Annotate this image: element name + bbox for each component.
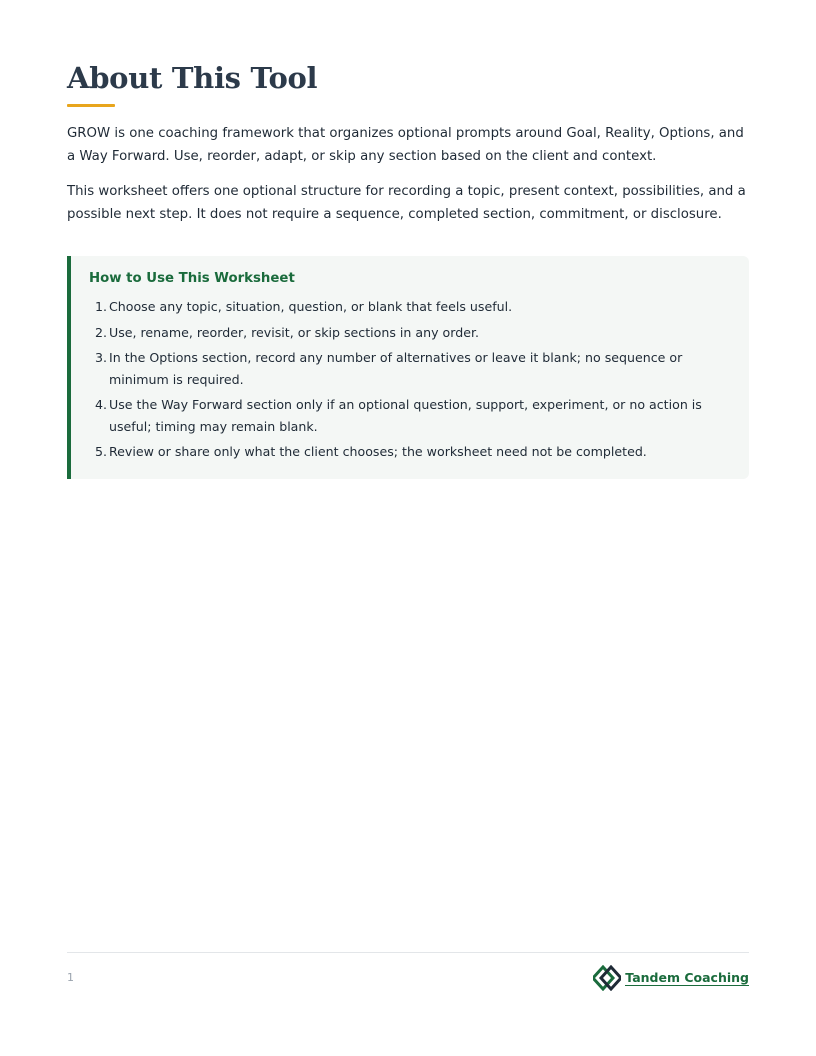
list-item: [89, 441, 731, 463]
page-title: About This Tool: [67, 61, 318, 95]
step-number: 1.: [94, 299, 107, 314]
step-text: In the Options section, record any number of alternatives or leave it blank; no sequence or minimum is required.: [109, 350, 683, 387]
step-number: 2.: [94, 324, 107, 340]
callout-heading: How to Use This Worksheet: [89, 271, 295, 286]
step-text: Use the Way Forward section only if an optional question, support, experiment, or no action is useful; timing may remain blank.: [109, 397, 702, 434]
page-number: 1: [67, 971, 74, 984]
step-number: 3.: [94, 350, 107, 365]
footer-divider: [67, 952, 749, 953]
title-underline: [67, 104, 115, 107]
list-item: [89, 394, 731, 437]
list-item: [89, 347, 731, 390]
intro-paragraph: GROW is one coaching framework that organizes optional prompts around Goal, Reality, Options, and a Way Forward. Use, reorder, adapt, or skip any section based on the client and context.: [67, 126, 744, 164]
step-text: Review or share only what the client chooses; the worksheet need not be completed.: [109, 444, 647, 459]
list-item: [89, 296, 731, 318]
step-text: Use, rename, reorder, revisit, or skip sections in any order.: [109, 324, 479, 340]
intro-paragraph: This worksheet offers one optional structure for recording a topic, present context, possibilities, and a possible next step. It does not require a sequence, completed section, commitment, or disclosure.: [67, 184, 746, 222]
step-number: 4.: [94, 397, 107, 412]
step-number: 5.: [94, 444, 107, 459]
diamond-logo-icon: [593, 965, 621, 991]
steps-list: [89, 296, 731, 463]
step-text: Choose any topic, situation, question, or blank that feels useful.: [109, 299, 513, 314]
brand-name: Tandem Coaching: [625, 970, 749, 985]
brand-logo: [593, 965, 749, 991]
how-to-use-callout: [67, 256, 749, 479]
list-item: [89, 322, 731, 344]
